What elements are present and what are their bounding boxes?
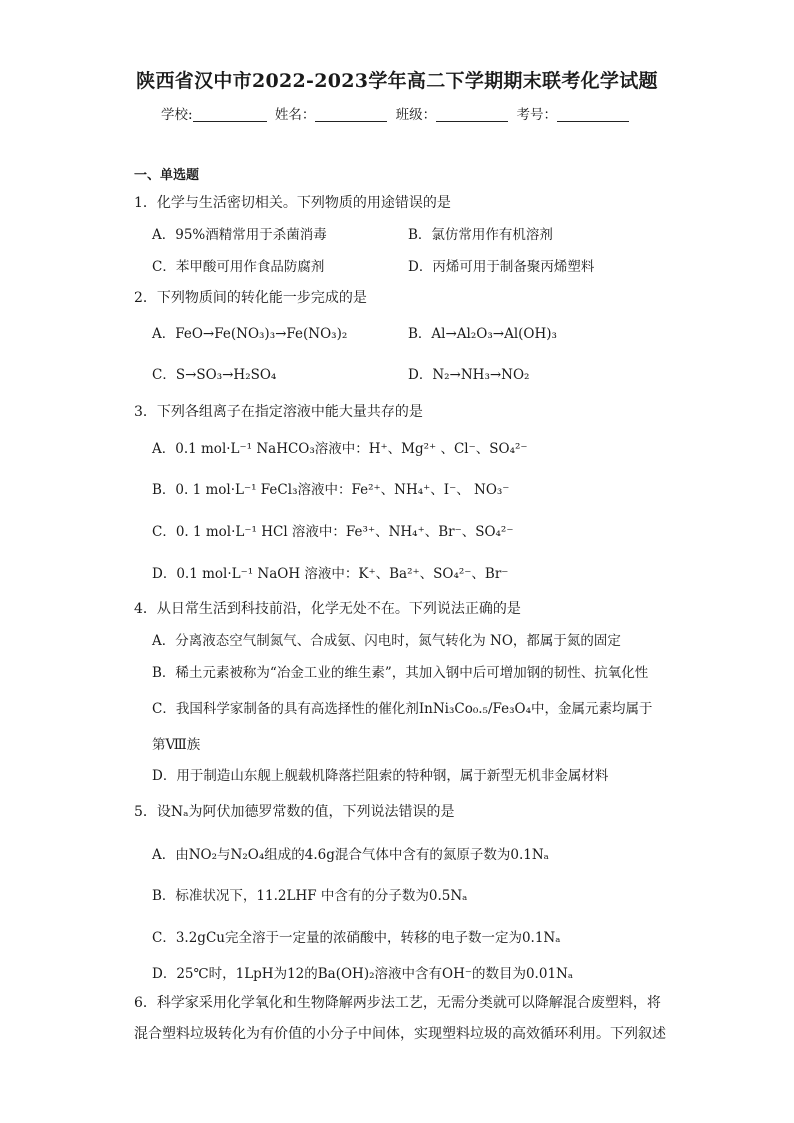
exam-number-blank[interactable] — [557, 107, 629, 122]
q5-option-a: A．由NO₂与N₂O₄组成的4.6g混合气体中含有的氮原子数为0.1Nₐ — [152, 847, 549, 863]
q4-option-a: A．分离液态空气制氮气、合成氨、闪电时，氮气转化为 NO，都属于氮的固定 — [152, 633, 621, 649]
q2-option-a: A．FeO→Fe(NO₃)₃→Fe(NO₃)₂ — [152, 326, 348, 342]
q3-option-c: C．0. 1 mol·L⁻¹ HCl 溶液中：Fe³⁺、NH₄⁺、Br⁻、SO₄²⁻ — [152, 524, 514, 540]
q1-option-b: B．氯仿常用作有机溶剂 — [408, 227, 553, 243]
q4-option-b: B．稀土元素被称为“冶金工业的维生素”，其加入钢中后可增加钢的韧性、抗氧化性 — [152, 665, 649, 681]
question-1-stem: 1．化学与生活密切相关。下列物质的用途错误的是 — [134, 195, 451, 211]
question-6-line-1: 6．科学家采用化学氧化和生物降解两步法工艺，无需分类就可以降解混合废塑料，将 — [134, 995, 661, 1011]
section-heading: 一、单选题 — [134, 168, 200, 183]
q1-option-c: C．苯甲酸可用作食品防腐剂 — [152, 259, 325, 275]
q4-option-d: D．用于制造山东舰上舰载机降落拦阻索的特种钢，属于新型无机非金属材料 — [152, 768, 609, 784]
q4-option-c-continued: 第Ⅷ族 — [152, 737, 201, 753]
question-5-stem: 5．设Nₐ为阿伏加德罗常数的值，下列说法错误的是 — [134, 804, 455, 820]
q5-option-b: B．标准状况下，11.2LHF 中含有的分子数为0.5Nₐ — [152, 888, 468, 904]
exam-title: 陕西省汉中市2022-2023学年高二下学期期末联考化学试题 — [136, 70, 658, 92]
question-6-line-2: 混合塑料垃圾转化为有价值的小分子中间体，实现塑料垃圾的高效循环利用。下列叙述 — [134, 1026, 666, 1042]
question-3-stem: 3．下列各组离子在指定溶液中能大量共存的是 — [134, 404, 423, 420]
question-4-stem: 4．从日常生活到科技前沿，化学无处不在。下列说法正确的是 — [134, 601, 521, 617]
q3-option-b: B．0. 1 mol·L⁻¹ FeCl₃溶液中：Fe²⁺、NH₄⁺、I⁻、 NO₃⁻ — [152, 482, 510, 498]
q1-option-a: A．95%酒精常用于杀菌消毒 — [152, 227, 327, 243]
q4-option-c: C．我国科学家制备的具有高选择性的催化剂InNi₃Co₀.₅/Fe₃O₄中，金属元素均属于 — [152, 701, 653, 717]
school-blank[interactable] — [193, 107, 267, 122]
name-label: 姓名： — [274, 107, 316, 123]
class-blank[interactable] — [436, 107, 508, 122]
q2-option-d: D．N₂→NH₃→NO₂ — [408, 367, 530, 383]
student-info-line — [0, 103, 794, 123]
name-blank[interactable] — [315, 107, 387, 122]
class-label: 班级： — [395, 107, 437, 123]
q3-option-a: A．0.1 mol·L⁻¹ NaHCO₃溶液中：H⁺、Mg²⁺ 、Cl⁻、SO₄²⁻ — [152, 441, 528, 457]
q3-option-d: D．0.1 mol·L⁻¹ NaOH 溶液中：K⁺、Ba²⁺、SO₄²⁻、Br⁻ — [152, 566, 509, 582]
q5-option-d: D．25℃时，1LpH为12的Ba(OH)₂溶液中含有OH⁻的数目为0.01Nₐ — [152, 966, 574, 982]
q5-option-c: C．3.2gCu完全溶于一定量的浓硝酸中，转移的电子数一定为0.1Nₐ — [152, 930, 561, 946]
q2-option-c: C．S→SO₃→H₂SO₄ — [152, 367, 277, 383]
q1-option-d: D．丙烯可用于制备聚丙烯塑料 — [408, 259, 595, 275]
school-label: 学校: — [161, 107, 193, 123]
q2-option-b: B．Al→Al₂O₃→Al(OH)₃ — [408, 326, 557, 342]
exam-number-label: 考号： — [516, 107, 557, 123]
question-2-stem: 2．下列物质间的转化能一步完成的是 — [134, 290, 367, 306]
